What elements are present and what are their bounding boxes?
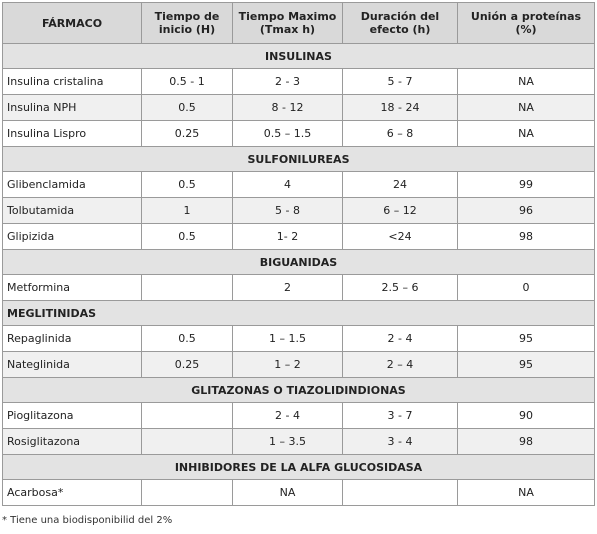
duration-cell: 6 – 8 (343, 121, 458, 147)
tmax-cell: 2 - 4 (233, 403, 343, 429)
header-union-proteinas: Unión a proteínas (%) (458, 3, 595, 44)
onset-cell: 1 (142, 198, 233, 224)
tmax-cell: 5 - 8 (233, 198, 343, 224)
header-farmaco: FÁRMACO (3, 3, 142, 44)
drug-name-cell: Glibenclamida (3, 172, 142, 198)
protein-binding-cell: 95 (458, 352, 595, 378)
tmax-cell: 1 – 3.5 (233, 429, 343, 455)
protein-binding-cell: 95 (458, 326, 595, 352)
protein-binding-cell: NA (458, 69, 595, 95)
protein-binding-cell: NA (458, 480, 595, 506)
onset-cell (142, 275, 233, 301)
section-row (3, 147, 595, 172)
drug-name-cell: Tolbutamida (3, 198, 142, 224)
table-row (3, 198, 595, 224)
tmax-cell: NA (233, 480, 343, 506)
onset-cell (142, 429, 233, 455)
onset-cell: 0.5 (142, 172, 233, 198)
onset-cell: 0.5 (142, 224, 233, 250)
protein-binding-cell: 90 (458, 403, 595, 429)
tmax-cell: 1- 2 (233, 224, 343, 250)
duration-cell: 24 (343, 172, 458, 198)
header-duracion: Duración del efecto (h) (343, 3, 458, 44)
protein-binding-cell: 0 (458, 275, 595, 301)
duration-cell: <24 (343, 224, 458, 250)
duration-cell (343, 480, 458, 506)
table-row (3, 172, 595, 198)
section-title: BIGUANIDAS (3, 250, 595, 275)
section-title: INSULINAS (3, 44, 595, 69)
duration-cell: 3 - 7 (343, 403, 458, 429)
onset-cell: 0.25 (142, 352, 233, 378)
table-row (3, 480, 595, 506)
footnote: * Tiene una biodisponibilid del 2% (2, 515, 173, 526)
protein-binding-cell: 98 (458, 224, 595, 250)
table-row (3, 69, 595, 95)
protein-binding-cell: 96 (458, 198, 595, 224)
protein-binding-cell: NA (458, 121, 595, 147)
table-header-row (3, 3, 595, 44)
onset-cell (142, 403, 233, 429)
table-row (3, 121, 595, 147)
onset-cell: 0.5 - 1 (142, 69, 233, 95)
tmax-cell: 8 - 12 (233, 95, 343, 121)
tmax-cell: 0.5 – 1.5 (233, 121, 343, 147)
drug-name-cell: Insulina Lispro (3, 121, 142, 147)
table-row (3, 326, 595, 352)
duration-cell: 18 - 24 (343, 95, 458, 121)
section-row (3, 250, 595, 275)
section-title: SULFONILUREAS (3, 147, 595, 172)
table-row (3, 275, 595, 301)
protein-binding-cell: NA (458, 95, 595, 121)
section-title: GLITAZONAS O TIAZOLIDINDIONAS (3, 378, 595, 403)
tmax-cell: 4 (233, 172, 343, 198)
drug-name-cell: Metformina (3, 275, 142, 301)
table-row (3, 95, 595, 121)
header-tiempo-inicio: Tiempo de inicio (H) (142, 3, 233, 44)
table-row (3, 352, 595, 378)
drug-name-cell: Acarbosa* (3, 480, 142, 506)
duration-cell: 3 - 4 (343, 429, 458, 455)
table-row (3, 224, 595, 250)
duration-cell: 5 - 7 (343, 69, 458, 95)
table-body (3, 44, 595, 506)
table-row (3, 403, 595, 429)
onset-cell: 0.25 (142, 121, 233, 147)
section-title: INHIBIDORES DE LA ALFA GLUCOSIDASA (3, 455, 595, 480)
duration-cell: 2.5 – 6 (343, 275, 458, 301)
duration-cell: 6 – 12 (343, 198, 458, 224)
section-row (3, 455, 595, 480)
section-title: MEGLITINIDAS (3, 301, 595, 326)
onset-cell: 0.5 (142, 95, 233, 121)
onset-cell (142, 480, 233, 506)
drug-name-cell: Glipizida (3, 224, 142, 250)
protein-binding-cell: 98 (458, 429, 595, 455)
section-row (3, 378, 595, 403)
drug-name-cell: Pioglitazona (3, 403, 142, 429)
header-tiempo-maximo: Tiempo Maximo (Tmax h) (233, 3, 343, 44)
drug-name-cell: Insulina cristalina (3, 69, 142, 95)
duration-cell: 2 – 4 (343, 352, 458, 378)
drug-name-cell: Insulina NPH (3, 95, 142, 121)
tmax-cell: 1 – 2 (233, 352, 343, 378)
drug-name-cell: Nateglinida (3, 352, 142, 378)
table-row (3, 429, 595, 455)
section-row (3, 301, 595, 326)
pharmacokinetics-table (2, 2, 595, 506)
duration-cell: 2 - 4 (343, 326, 458, 352)
tmax-cell: 1 – 1.5 (233, 326, 343, 352)
tmax-cell: 2 - 3 (233, 69, 343, 95)
section-row (3, 44, 595, 69)
protein-binding-cell: 99 (458, 172, 595, 198)
onset-cell: 0.5 (142, 326, 233, 352)
drug-name-cell: Rosiglitazona (3, 429, 142, 455)
tmax-cell: 2 (233, 275, 343, 301)
drug-name-cell: Repaglinida (3, 326, 142, 352)
